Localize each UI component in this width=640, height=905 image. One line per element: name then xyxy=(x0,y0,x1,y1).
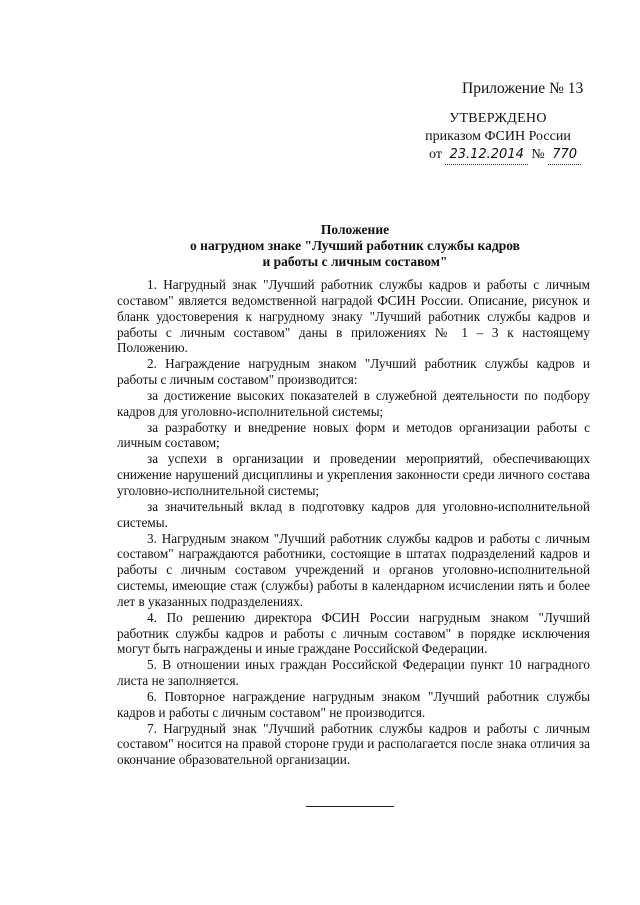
document-body xyxy=(117,277,590,768)
paragraph-2-item-2: за разработку и внедрение новых форм и методов организации работы с личным составом; xyxy=(117,419,590,451)
order-authority: приказом ФСИН России xyxy=(425,129,571,144)
paragraph-4: 4. По решению директора ФСИН России нагрудным знаком "Лучший работник службы кадров и работы с личным составом" в порядке исключения могут быть награждены и иные граждане Российской Федерации. xyxy=(117,609,590,657)
date-prefix: от xyxy=(429,147,442,162)
paragraph-3: 3. Нагрудным знаком "Лучший работник службы кадров и работы с личным составом" награждаются работники, состоящие в штатах подразделений кадров и работы с личным составом учреждений и органов уголовно-исполнительной системы, имеющие стаж (службы) работы в календарном исчислении пять и более лет в указанных подразделениях. xyxy=(117,530,590,609)
title-line-2: о нагрудном знаке "Лучший работник службы кадров xyxy=(190,238,520,253)
paragraph-2: 2. Награждение нагрудным знаком "Лучший работник службы кадров и работы с личным составом" производится: xyxy=(117,356,590,388)
paragraph-6: 6. Повторное награждение нагрудным знаком "Лучший работник службы кадров и работы с личным составом" не производится. xyxy=(117,688,590,720)
paragraph-7: 7. Нагрудный знак "Лучший работник службы кадров и работы с личным составом" носится на правой стороне груди и располагается после знака отличия за окончание образовательной организации. xyxy=(117,720,590,768)
paragraph-2-item-3: за успехи в организации и проведении мероприятий, обеспечивающих снижение нарушений дисциплины и укрепления законности среди личного состава уголовно-исполнительной системы; xyxy=(117,451,590,498)
document-title xyxy=(120,222,590,270)
paragraph-2-item-1: за достижение высоких показателей в служебной деятельности по подбору кадров для уголовно-исполнительной системы; xyxy=(117,387,590,419)
approved-label: УТВЕРЖДЕНО xyxy=(449,111,547,126)
order-date-line xyxy=(413,146,583,165)
handwritten-number: 770 xyxy=(548,146,581,165)
end-separator-line xyxy=(306,806,394,807)
annex-label: Приложение № 13 xyxy=(462,80,584,97)
paragraph-5: 5. В отношении иных граждан Российской Федерации пункт 10 наградного листа не заполняется. xyxy=(117,657,590,689)
paragraph-2-item-4: за значительный вклад в подготовку кадров для уголовно-исполнительной системы. xyxy=(117,498,590,530)
title-line-3: и работы с личным составом" xyxy=(262,254,448,269)
paragraph-1: 1. Нагрудный знак "Лучший работник службы кадров и работы с личным составом" является ведомственной наградой ФСИН России. Описание, рисунок и бланк удостоверения к нагрудному знаку "Лучший работник службы кадров и работы с личным составом" даны в приложениях № 1 – 3 к настоящему Положению. xyxy=(117,277,590,356)
handwritten-date: 23.12.2014 xyxy=(445,146,527,165)
approval-stamp xyxy=(413,110,583,165)
title-line-1: Положение xyxy=(320,222,390,237)
number-prefix: № xyxy=(531,147,545,162)
